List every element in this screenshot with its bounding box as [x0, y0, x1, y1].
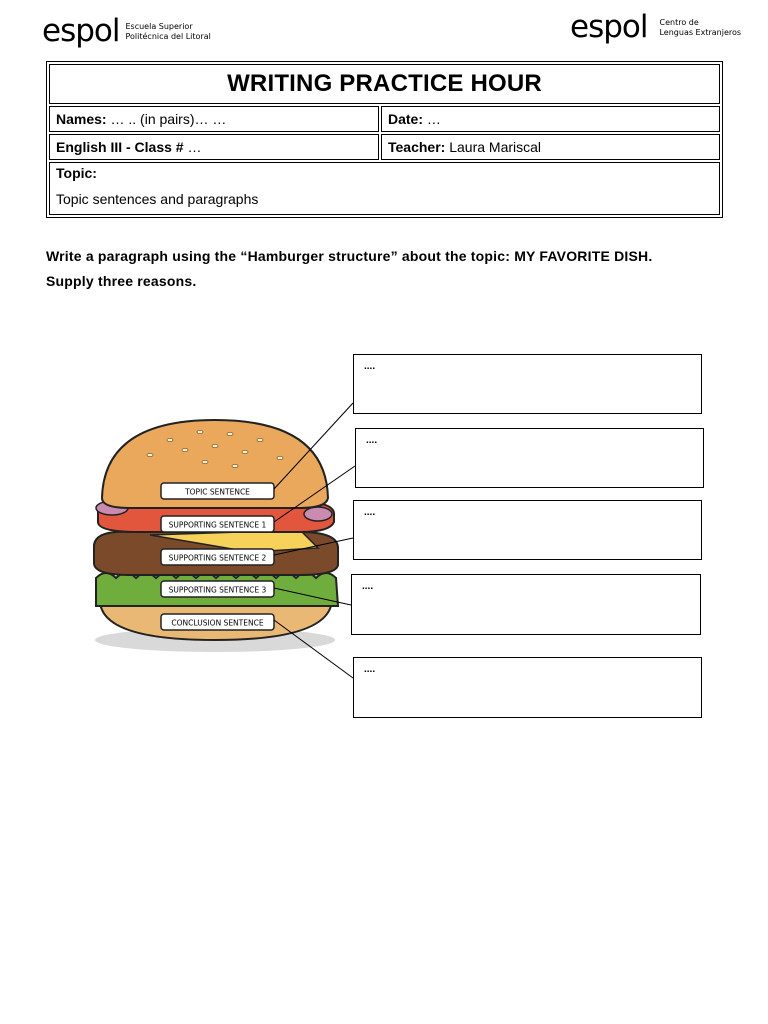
- onion-right: [304, 507, 332, 521]
- date-label: Date:: [388, 111, 424, 127]
- answer-box-support3[interactable]: ....: [351, 574, 701, 635]
- class-value: …: [183, 139, 202, 155]
- label-supporting-sentence-2: SUPPORTING SENTENCE 2: [168, 553, 267, 563]
- logo-subtitle-line2: Lenguas Extranjeros: [659, 27, 742, 37]
- logo-wordmark: espol: [570, 9, 648, 45]
- answer-box-topic[interactable]: ....: [353, 354, 702, 414]
- label-conclusion-sentence: CONCLUSION SENTENCE: [171, 618, 264, 628]
- logo-subtitle-line1: Escuela Superior: [125, 21, 193, 31]
- logo-wordmark: espol: [42, 13, 120, 49]
- names-value: … .. (in pairs)… …: [106, 111, 227, 127]
- logo-subtitle-line1: Centro de: [659, 17, 699, 27]
- topic-label: Topic:: [56, 165, 97, 181]
- answer-box-support2[interactable]: ....: [353, 500, 702, 560]
- label-supporting-sentence-3: SUPPORTING SENTENCE 3: [168, 585, 267, 595]
- label-topic-sentence: TOPIC SENTENCE: [185, 487, 250, 497]
- teacher-label: Teacher:: [388, 139, 446, 155]
- names-label: Names:: [56, 111, 107, 127]
- teacher-value: Laura Mariscal: [445, 139, 542, 155]
- class-label: English III - Class #: [56, 139, 184, 155]
- logo-subtitle-line2: Politécnica del Litoral: [125, 31, 211, 41]
- instruction-line-1: Write a paragraph using the “Hamburger structure” about the topic: MY FAVORITE DISH.: [46, 248, 653, 264]
- label-supporting-sentence-1: SUPPORTING SENTENCE 1: [168, 520, 267, 530]
- answer-box-conclusion[interactable]: ....: [353, 657, 702, 718]
- page-title: WRITING PRACTICE HOUR: [49, 64, 720, 104]
- instruction-line-2: Supply three reasons.: [46, 273, 197, 289]
- answer-box-support1[interactable]: ....: [355, 428, 704, 488]
- topic-value: Topic sentences and paragraphs: [56, 191, 259, 207]
- date-value: …: [423, 111, 441, 127]
